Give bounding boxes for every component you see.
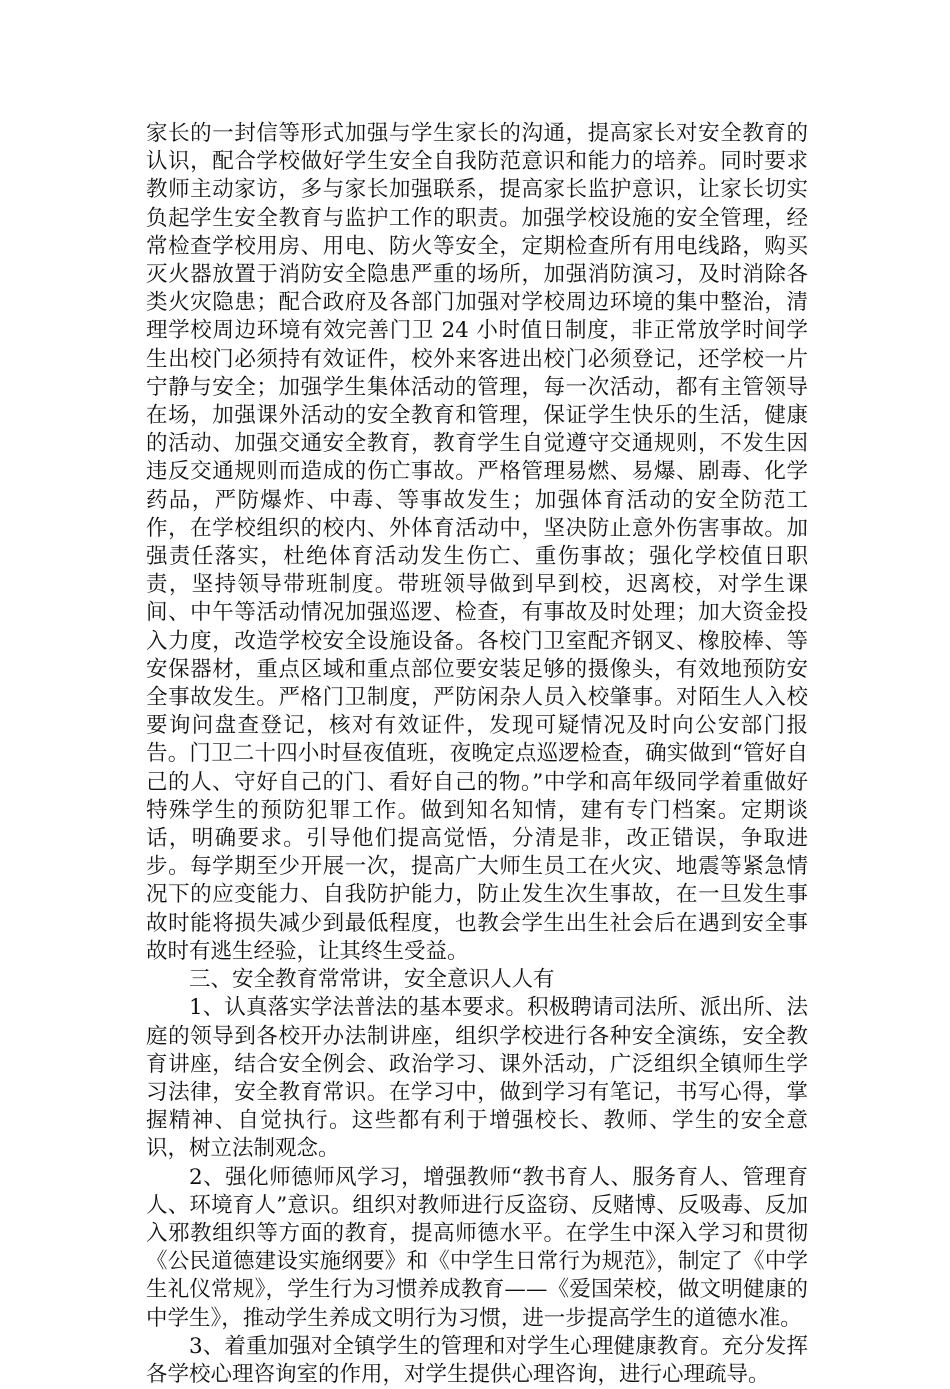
body-paragraph: 家长的一封信等形式加强与学生家长的沟通，提高家长对安全教育的认识，配合学校做好学生安全自我防范意识和能力的培养。同时要求教师主动家访，多与家长加强联系，提高家长监护意识，让家长切实负起学生安全教育与监护工作的职责。加强学校设施的安全管理，经常检查学校用房、用电、防火等安全，定期检查所有用电线路，购买灭火器放置于消防安全隐患严重的场所，加强消防演习，及时消除各类火灾隐患；配合政府及各部门加强对学校周边环境的集中整治，清理学校周边环境有效完善门卫 24 小时值日制度，非正常放学时间学生出校门必须持有效证件，校外来客进出校门必须登记，还学校一片宁静与安全；加强学生集体活动的管理，每一次活动，都有主管领导在场，加强课外活动的安全教育和管理，保证学生快乐的生活，健康的活动、加强交通安全教育，教育学生自觉遵守交通规则，不发生因违反交通规则而造成的伤亡事故。严格管理易燃、易爆、剧毒、化学药品，严防爆炸、中毒、等事故发生；加强体育活动的安全防范工作，在学校组织的校内、外体育活动中，坚决防止意外伤害事故。加强责任落实，杜绝体育活动发生伤亡、重伤事故；强化学校值日职责，坚持领导带班制度。带班领导做到早到校，迟离校，对学生课间、中午等活动情况加强巡逻、检查，有事故及时处理；加大资金投入力度，改造学校安全设施设备。各校门卫室配齐钢叉、橡胶棒、等安保器材，重点区域和重点部位要安装足够的摄像头，有效地预防安全事故发生。严格门卫制度，严防闲杂人员入校肇事。对陌生人入校要询问盘查登记，核对有效证件，发现可疑情况及时向公安部门报告。门卫二十四小时昼夜值班，夜晚定点巡逻检查，确实做到“管好自己的人、守好自己的门、看好自己的物。”中学和高年级同学着重做好特殊学生的预防犯罪工作。做到知名知情，建有专门档案。定期谈话，明确要求。引导他们提高觉悟，分清是非，改正错误，争取进步。每学期至少开展一次，提高广大师生员工在火灾、地震等紧急情况下的应变能力、自我防护能力，防止发生次生事故，在一旦发生事故时能将损失减少到最低程度，也教会学生出生社会后在遇到安全事故时有逃生经验，让其终生受益。	[146, 121, 808, 964]
section-heading: 三、安全教育常常讲，安全意识人人有	[189, 967, 555, 993]
numbered-paragraph-1: 1、认真落实学法普法的基本要求。积极聘请司法所、派出所、法庭的领导到各校开办法制讲座，组织学校进行各种安全演练，安全教育讲座，结合安全例会、政治学习、课外活动，广泛组织全镇师生学习法律，安全教育常识。在学习中，做到学习有笔记，书写心得，掌握精神、自觉执行。这些都有利于增强校长、教师、学生的安全意识，树立法制观念。	[146, 995, 808, 1162]
document-body	[146, 120, 808, 1389]
numbered-paragraph-2: 2、强化师德师风学习，增强教师“教书育人、服务育人、管理育人、环境育人”意识。组织对教师进行反盗窃、反赌博、反吸毒、反加入邪教组织等方面的教育，提高师德水平。在学生中深入学习和贯彻《公民道德建设实施纲要》和《中学生日常行为规范》，制定了《中学生礼仪常规》，学生行为习惯养成教育——《爱国荣校，做文明健康的中学生》，推动学生养成文明行为习惯，进一步提高学生的道德水准。	[146, 1164, 808, 1331]
numbered-paragraph-3: 3、着重加强对全镇学生的管理和对学生心理健康教育。充分发挥各学校心理咨询室的作用，对学生提供心理咨询，进行心理疏导。	[146, 1333, 808, 1387]
